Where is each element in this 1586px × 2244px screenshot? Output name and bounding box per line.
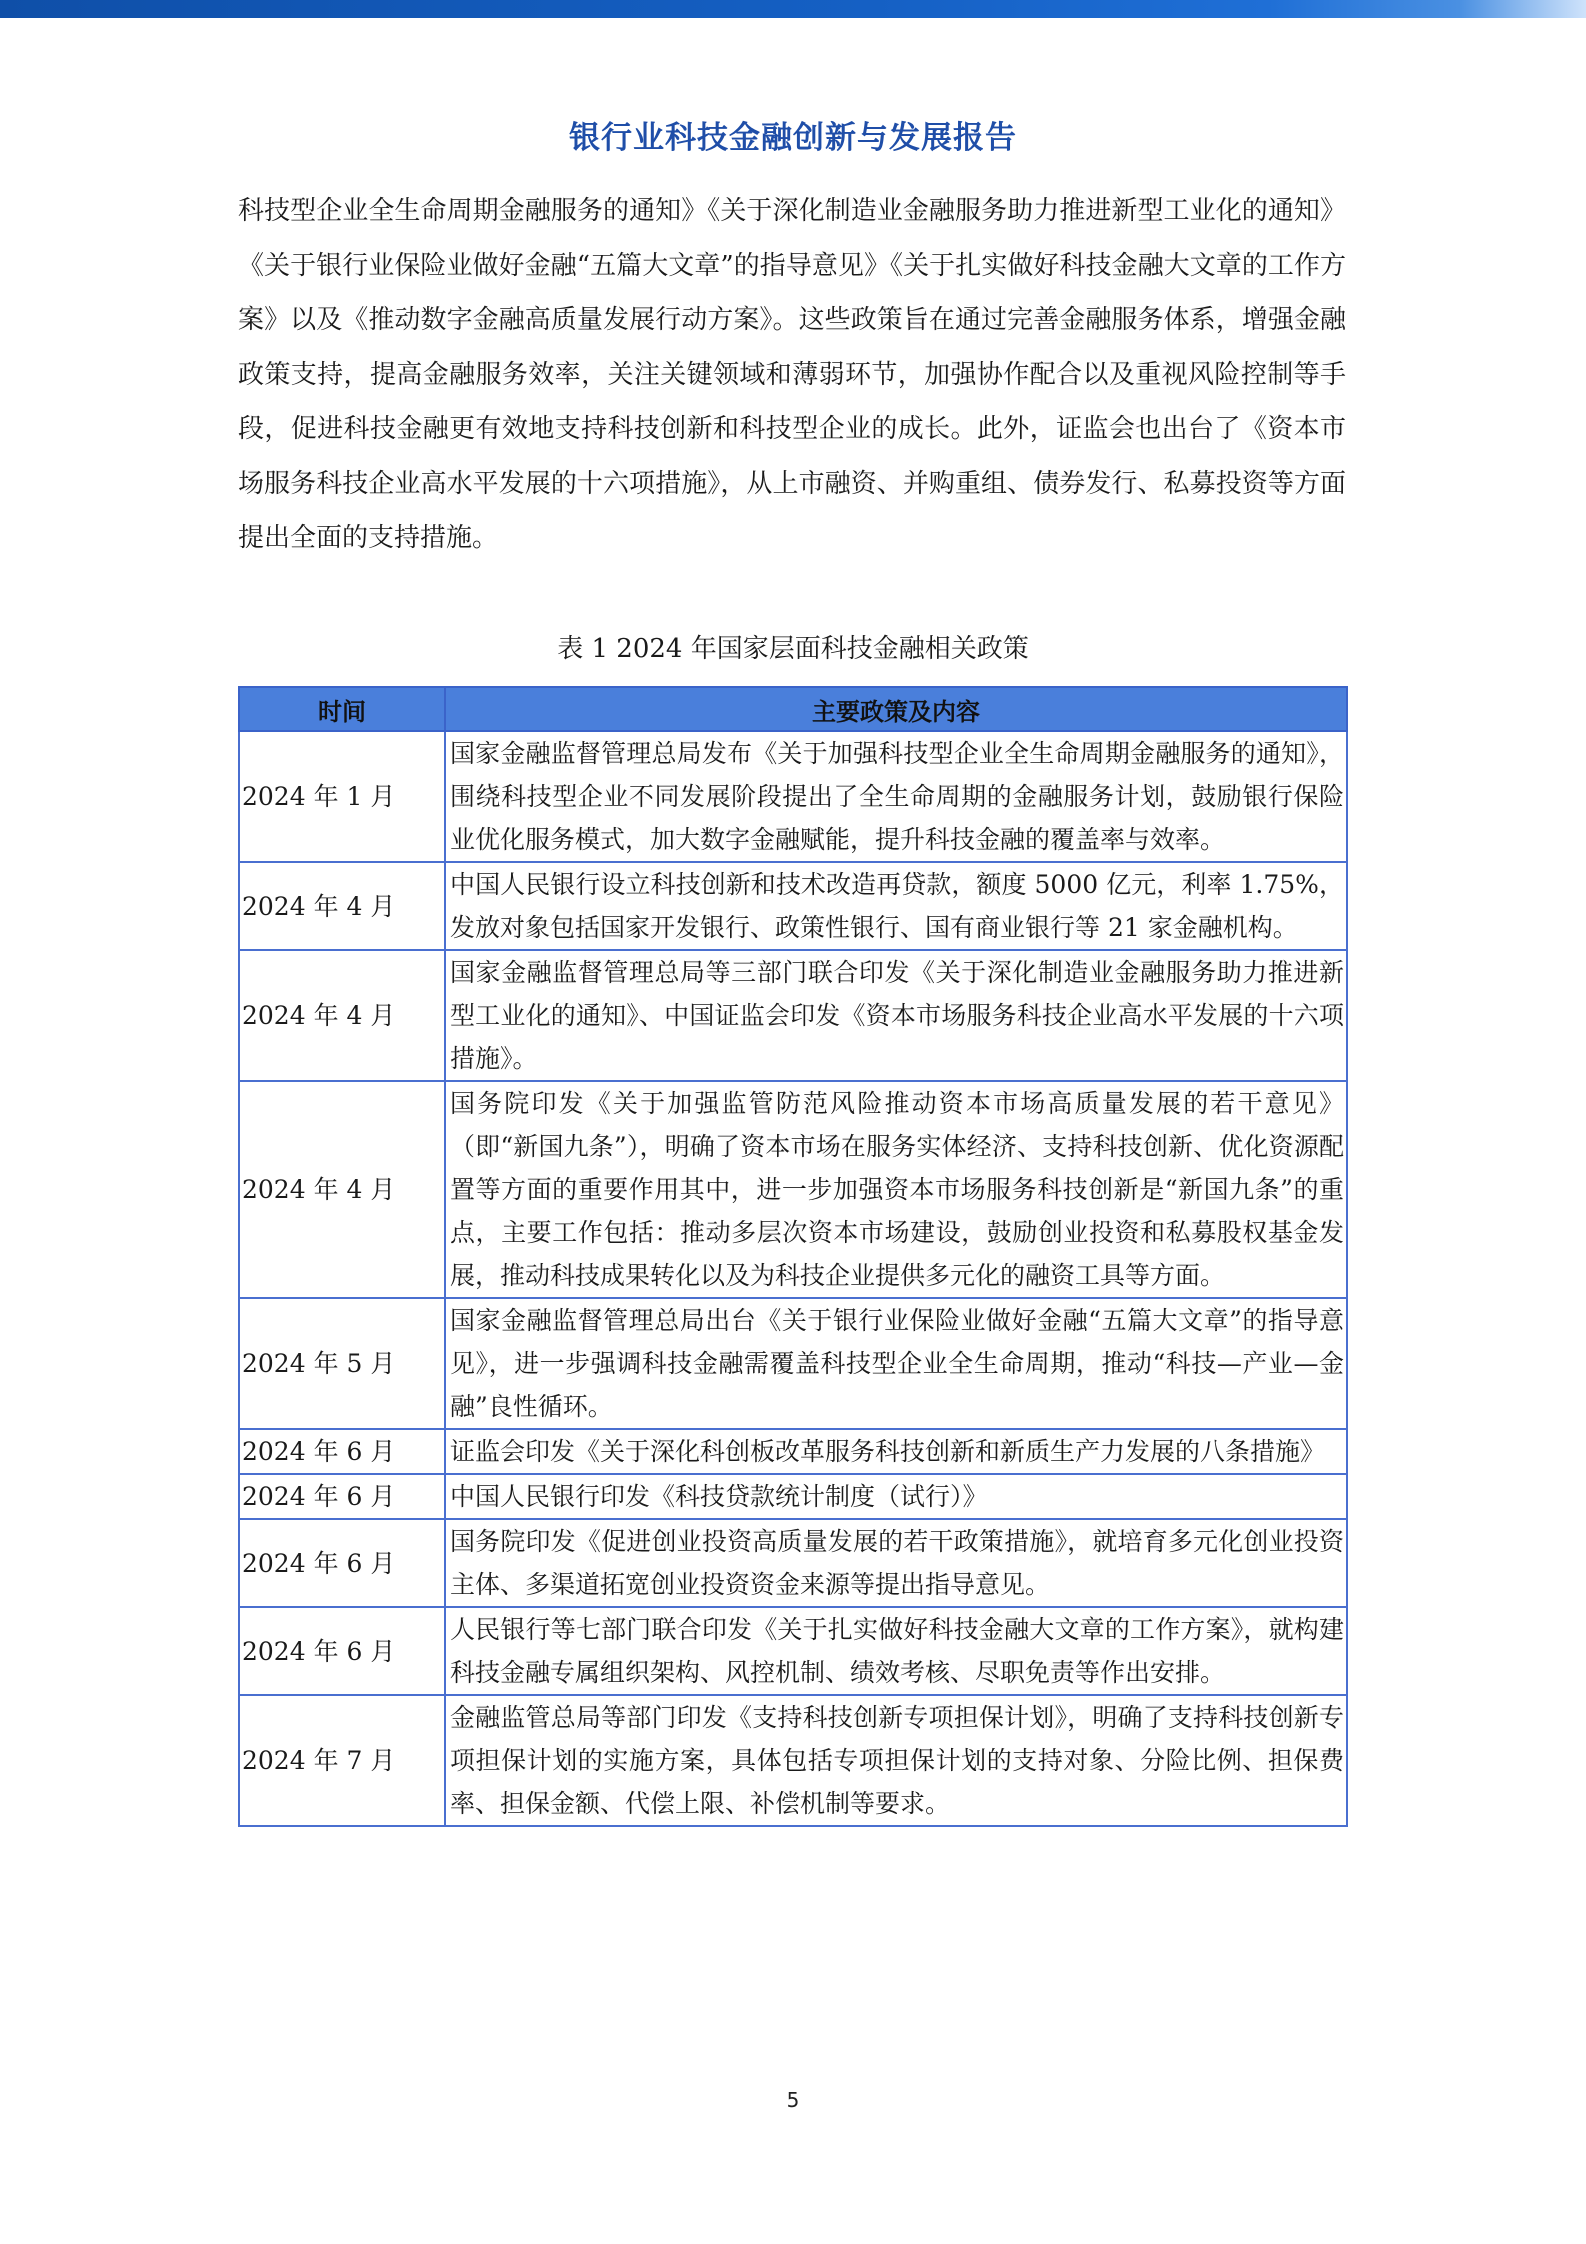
row-time: 2024 年 6 月: [239, 1474, 445, 1519]
row-content: 金融监管总局等部门印发《支持科技创新专项担保计划》，明确了支持科技创新专项担保计划的实施方案，具体包括专项担保计划的支持对象、分险比例、担保费率、担保金额、代偿上限、补偿机制等要求。: [445, 1695, 1347, 1826]
row-time: 2024 年 4 月: [239, 1081, 445, 1298]
table-row: [239, 1695, 1347, 1826]
row-content: 中国人民银行设立科技创新和技术改造再贷款，额度 5000 亿元，利率 1.75%，发放对象包括国家开发银行、政策性银行、国有商业银行等 21 家金融机构。: [445, 862, 1347, 950]
row-content: 国家金融监督管理总局出台《关于银行业保险业做好金融“五篇大文章”的指导意见》，进一步强调科技金融需覆盖科技型企业全生命周期，推动“科技—产业—金融”良性循环。: [445, 1298, 1347, 1429]
row-content: 国家金融监督管理总局发布《关于加强科技型企业全生命周期金融服务的通知》，围绕科技型企业不同发展阶段提出了全生命周期的金融服务计划，鼓励银行保险业优化服务模式，加大数字金融赋能，提升科技金融的覆盖率与效率。: [445, 731, 1347, 862]
page-title: 银行业科技金融创新与发展报告: [569, 120, 1017, 156]
table-row: [239, 1474, 1347, 1519]
row-time: 2024 年 7 月: [239, 1695, 445, 1826]
table-caption: 表 1 2024 年国家层面科技金融相关政策: [557, 634, 1029, 664]
row-time: 2024 年 4 月: [239, 950, 445, 1081]
row-time: 2024 年 6 月: [239, 1519, 445, 1607]
row-content: 国务院印发《促进创业投资高质量发展的若干政策措施》，就培育多元化创业投资主体、多渠道拓宽创业投资资金来源等提出指导意见。: [445, 1519, 1347, 1607]
row-time: 2024 年 1 月: [239, 731, 445, 862]
page-number: 5: [786, 2088, 800, 2112]
top-accent-bar: [0, 0, 1586, 18]
table-row: [239, 731, 1347, 862]
table-header-row: [239, 687, 1347, 731]
row-time: 2024 年 6 月: [239, 1429, 445, 1474]
row-time: 2024 年 5 月: [239, 1298, 445, 1429]
table-row: [239, 1081, 1347, 1298]
row-content: 中国人民银行印发《科技贷款统计制度（试行）》: [445, 1474, 1347, 1519]
row-time: 2024 年 4 月: [239, 862, 445, 950]
body-paragraph: 科技型企业全生命周期金融服务的通知》《关于深化制造业金融服务助力推进新型工业化的通知》《关于银行业保险业做好金融“五篇大文章”的指导意见》《关于扎实做好科技金融大文章的工作方案》以及《推动数字金融高质量发展行动方案》。这些政策旨在通过完善金融服务体系，增强金融政策支持，提高金融服务效率，关注关键领域和薄弱环节，加强协作配合以及重视风险控制等手段，促进科技金融更有效地支持科技创新和科技型企业的成长。此外，证监会也出台了《资本市场服务科技企业高水平发展的十六项措施》，从上市融资、并购重组、债券发行、私募投资等方面提出全面的支持措施。: [238, 196, 1346, 553]
table-row: [239, 1429, 1347, 1474]
header-content: 主要政策及内容: [445, 687, 1347, 731]
policy-table: [238, 686, 1348, 1827]
row-content: 国家金融监督管理总局等三部门联合印发《关于深化制造业金融服务助力推进新型工业化的通知》、中国证监会印发《资本市场服务科技企业高水平发展的十六项措施》。: [445, 950, 1347, 1081]
table-row: [239, 1519, 1347, 1607]
table-row: [239, 1607, 1347, 1695]
table-row: [239, 1298, 1347, 1429]
row-content: 国务院印发《关于加强监管防范风险推动资本市场高质量发展的若干意见》（即“新国九条”），明确了资本市场在服务实体经济、支持科技创新、优化资源配置等方面的重要作用其中，进一步加强资本市场服务科技创新是“新国九条”的重点，主要工作包括：推动多层次资本市场建设，鼓励创业投资和私募股权基金发展，推动科技成果转化以及为科技企业提供多元化的融资工具等方面。: [445, 1081, 1347, 1298]
row-time: 2024 年 6 月: [239, 1607, 445, 1695]
row-content: 证监会印发《关于深化科创板改革服务科技创新和新质生产力发展的八条措施》: [445, 1429, 1347, 1474]
table-row: [239, 950, 1347, 1081]
row-content: 人民银行等七部门联合印发《关于扎实做好科技金融大文章的工作方案》，就构建科技金融专属组织架构、风控机制、绩效考核、尽职免责等作出安排。: [445, 1607, 1347, 1695]
table-row: [239, 862, 1347, 950]
header-time: 时间: [239, 687, 445, 731]
